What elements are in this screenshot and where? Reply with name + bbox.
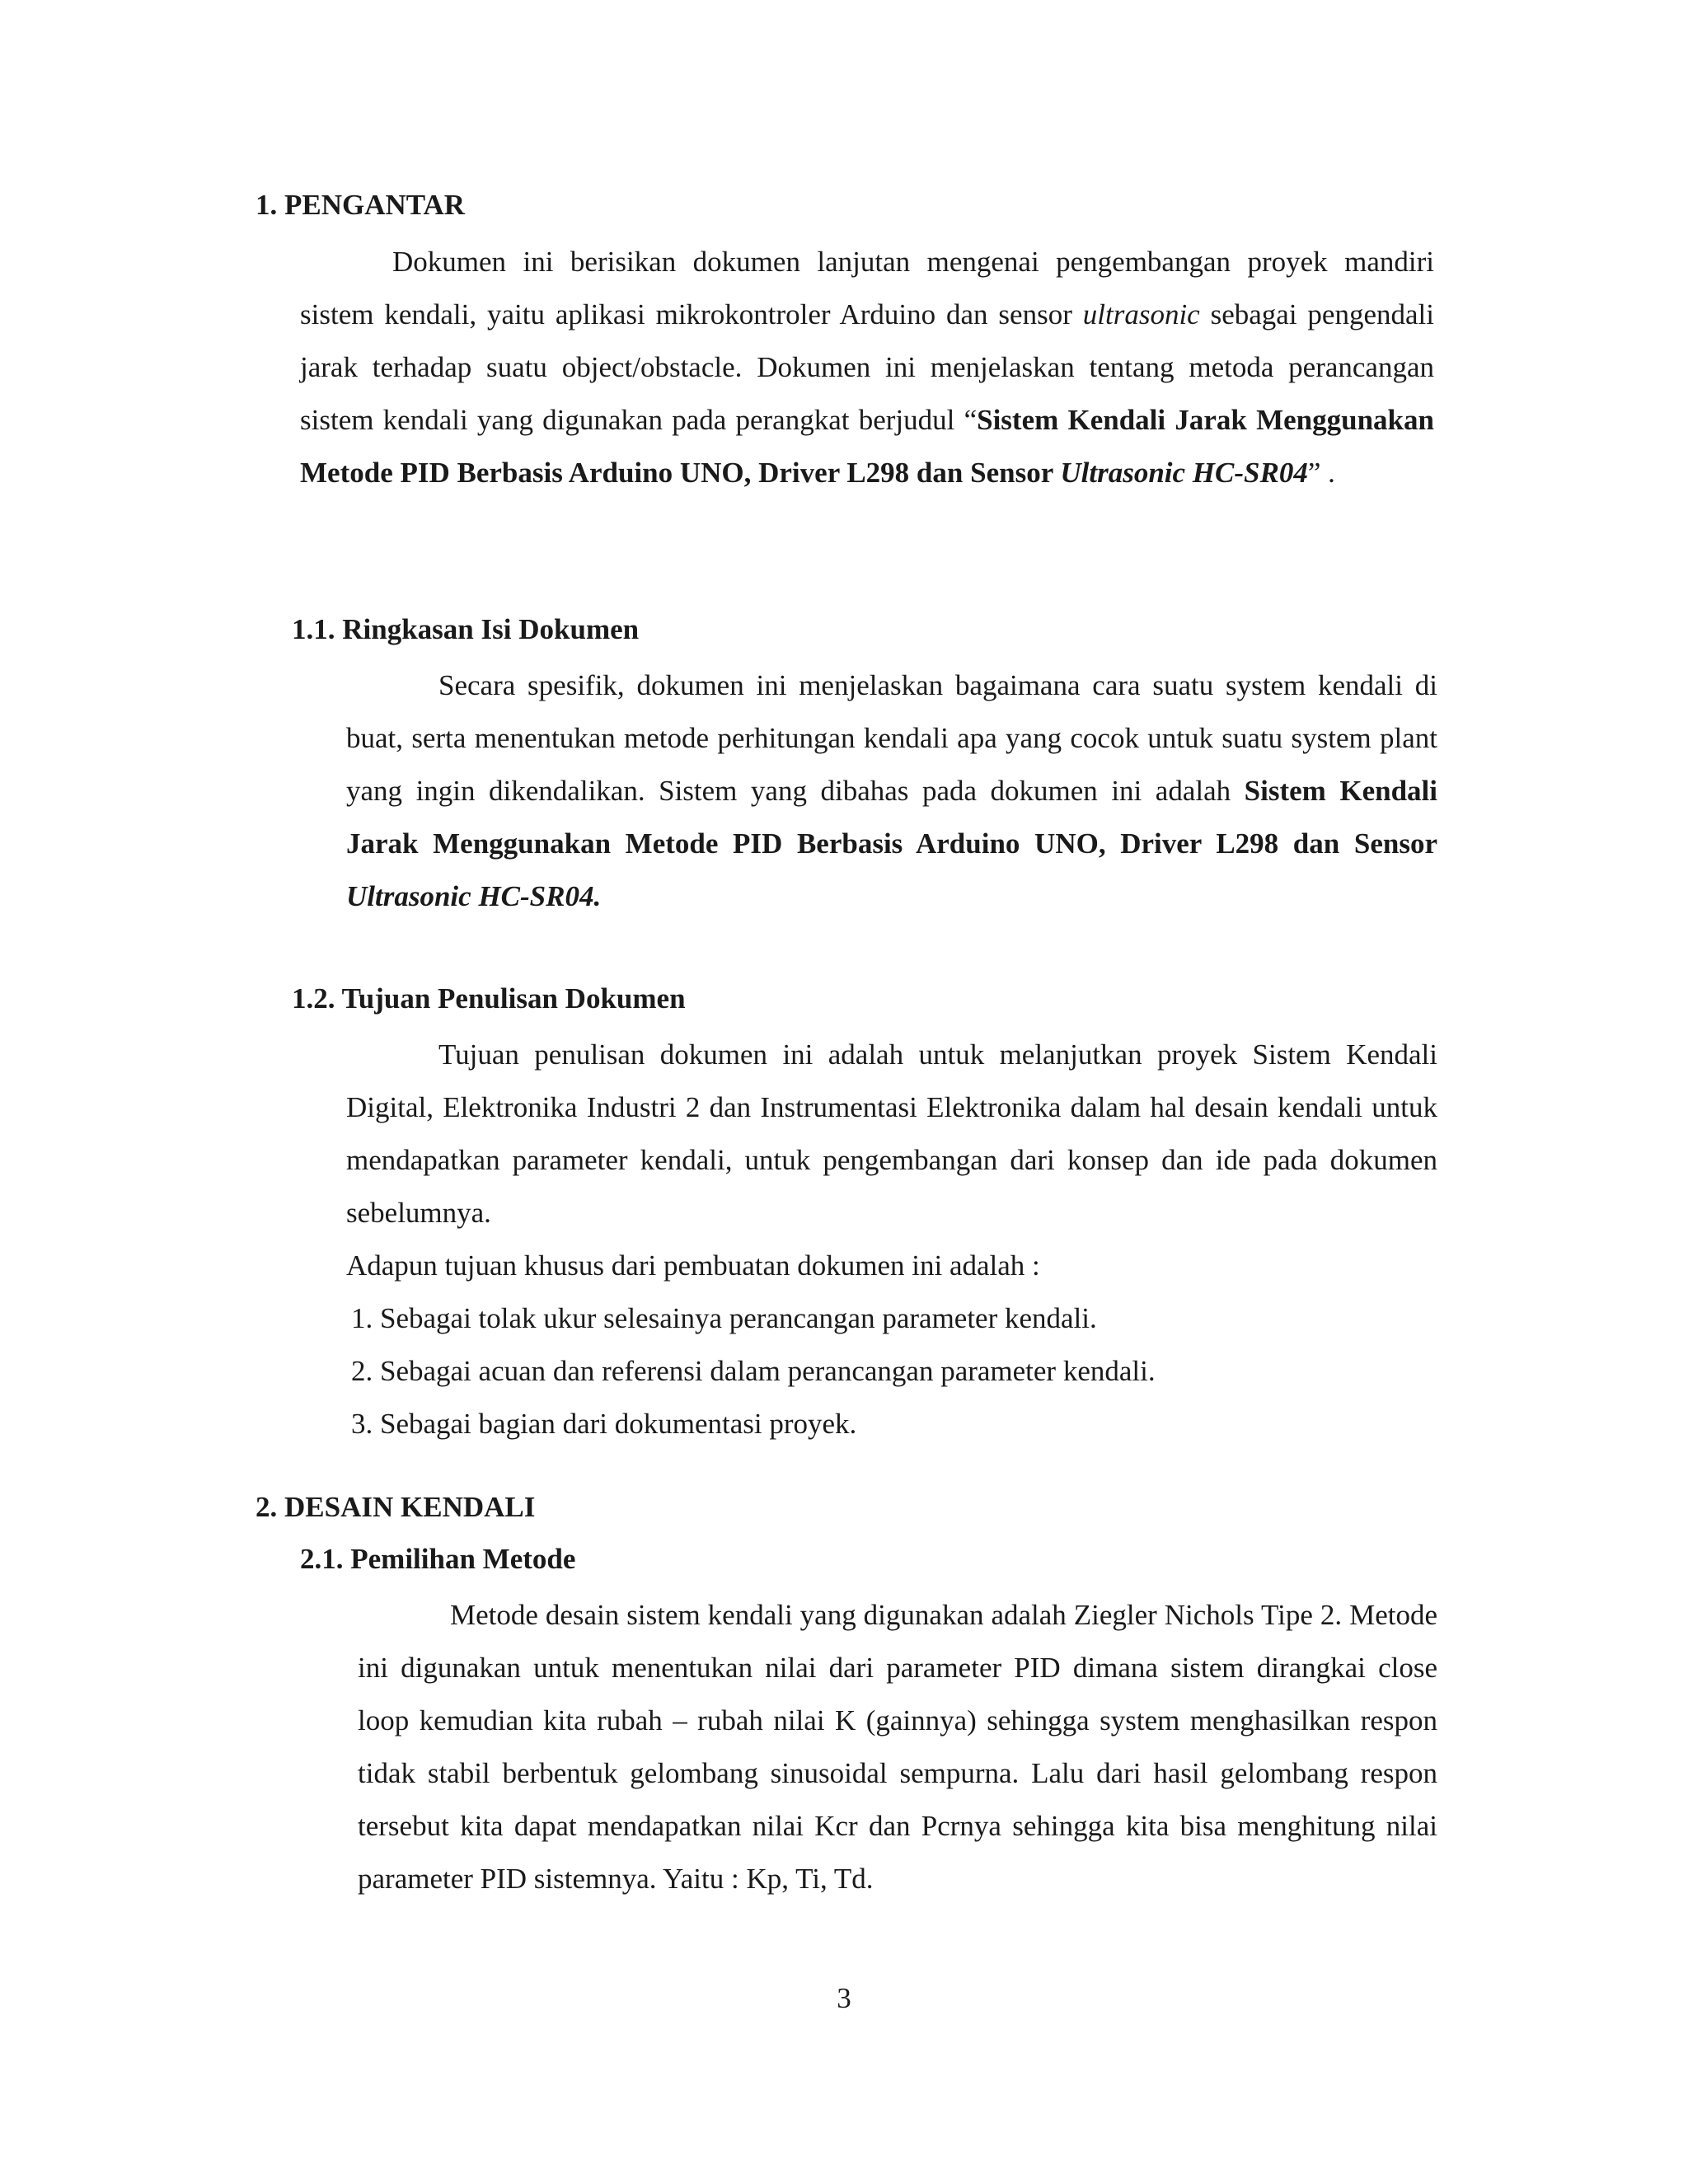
pemilihan-metode-paragraph: Metode desain sistem kendali yang digunakan adalah Ziegler Nichols Tipe 2. Metode ini digunakan untuk menentukan nilai dari parameter PID dimana sistem dirangkai close loop kemudian kita rubah – rubah nilai K (gainnya) sehingga system menghasilkan respon tidak stabil berbentuk gelombang sinusoidal sempurna. Lalu dari hasil gelombang respon tersebut kita dapat mendapatkan nilai Kcr dan Pcrnya sehingga kita bisa menghitung nilai parameter PID sistemnya. Yaitu : Kp, Ti, Td. [358, 1599, 1437, 1895]
list-item: 1. Sebagai tolak ukur selesainya perancangan parameter kendali. [351, 1302, 1097, 1334]
list-item: 3. Sebagai bagian dari dokumentasi proyek. [351, 1408, 857, 1440]
section-heading-pengantar: 1. PENGANTAR [256, 189, 466, 221]
section-heading-desain-kendali: 2. DESAIN KENDALI [256, 1491, 536, 1523]
page-number: 3 [837, 1982, 851, 2014]
subsection-heading-pemilihan-metode: 2.1. Pemilihan Metode [300, 1543, 576, 1575]
intro-text-3: ” . [1307, 457, 1335, 489]
tujuan-khusus-intro: Adapun tujuan khusus dari pembuatan dokumen ini adalah : [346, 1249, 1040, 1282]
intro-text-1: Dokumen ini berisikan dokumen lanjutan mengenai pengembangan proyek mandiri sistem kendali, yaitu aplikasi mikrokontroler Arduino dan sensor [300, 246, 1434, 330]
subsection-heading-ringkasan: 1.1. Ringkasan Isi Dokumen [292, 613, 640, 645]
subsection-heading-tujuan: 1.2. Tujuan Penulisan Dokumen [292, 982, 686, 1015]
intro-title-bold-italic: Ultrasonic HC-SR04 [1060, 457, 1308, 489]
intro-text-italic: ultrasonic [1082, 298, 1200, 330]
ringkasan-title-bold: Sistem Kendali Jarak Menggunakan Metode PID Berbasis Arduino UNO, Driver L298 dan Sensor [346, 775, 1437, 860]
tujuan-list [351, 1292, 1439, 1451]
ringkasan-title-bold-italic: Ultrasonic HC-SR04. [346, 880, 602, 912]
intro-text-2: sebagai pengendali jarak terhadap suatu object/obstacle. Dokumen ini menjelaskan tentang metoda perancangan sistem kendali yang digunakan pada perangkat berjudul “ [300, 298, 1434, 436]
tujuan-paragraph: Tujuan penulisan dokumen ini adalah untuk melanjutkan proyek Sistem Kendali Digital, Elektronika Industri 2 dan Instrumentasi Elektronika dalam hal desain kendali untuk mendapatkan parameter kendali, untuk pengembangan dari konsep dan ide pada dokumen sebelumnya. [346, 1038, 1437, 1229]
list-item: 2. Sebagai acuan dan referensi dalam perancangan parameter kendali. [351, 1355, 1156, 1387]
ringkasan-text: Secara spesifik, dokumen ini menjelaskan bagaimana cara suatu system kendali di buat, serta menentukan metode perhitungan kendali apa yang cocok untuk suatu system plant yang ingin dikendalikan. Sistem yang dibahas pada dokumen ini adalah [346, 669, 1437, 807]
ringkasan-paragraph [346, 659, 1437, 923]
intro-paragraph [300, 236, 1434, 499]
intro-title-bold: Sistem Kendali Jarak Menggunakan Metode PID Berbasis Arduino UNO, Driver L298 dan Sensor [300, 404, 1434, 489]
